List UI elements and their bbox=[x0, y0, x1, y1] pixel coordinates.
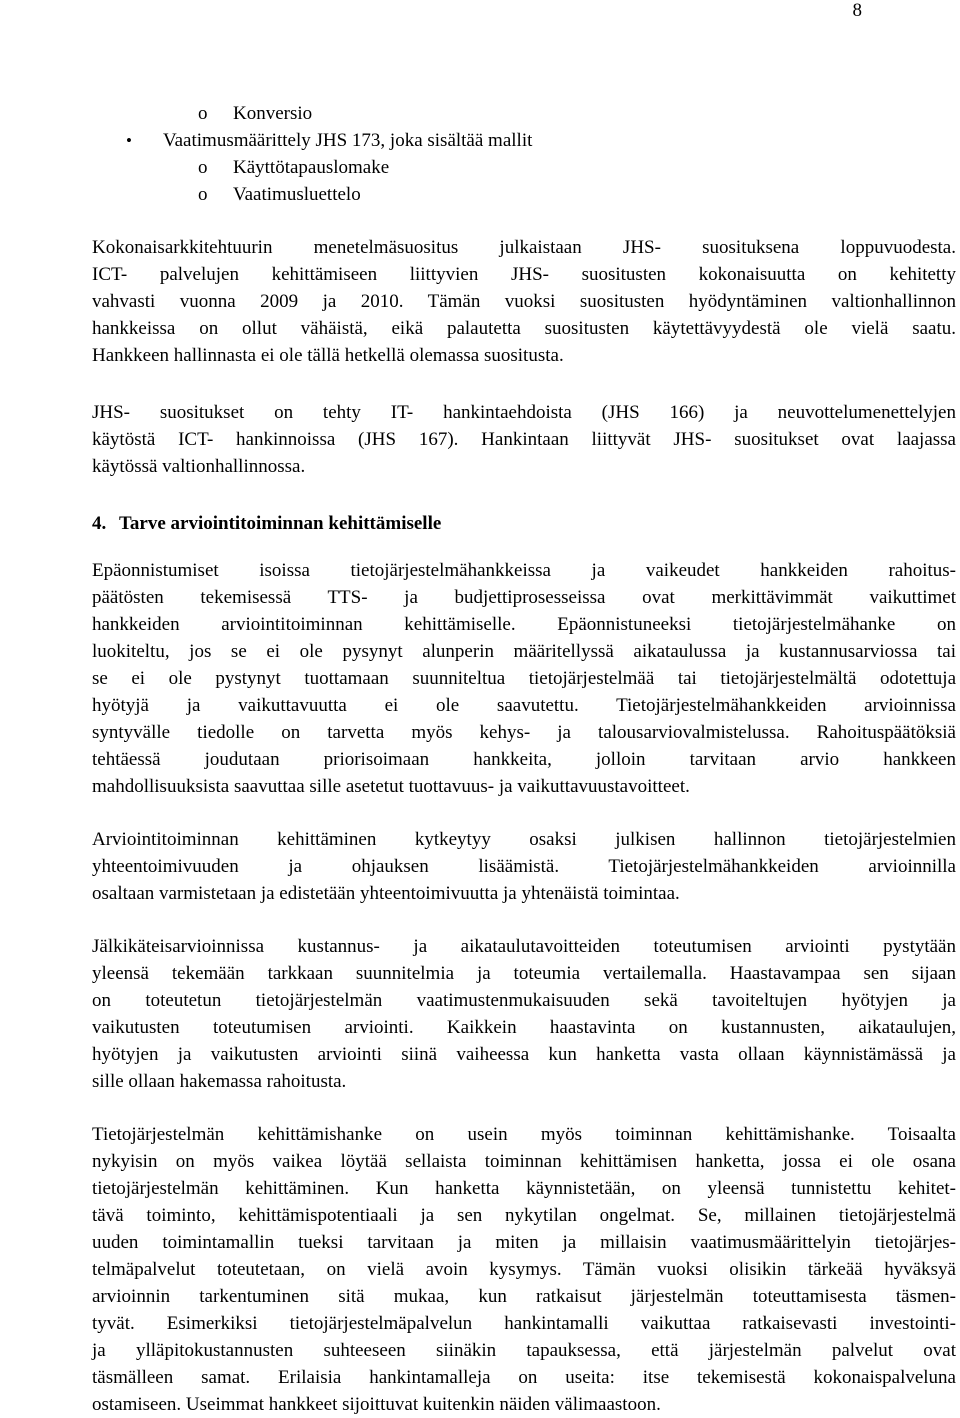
page-number: 8 bbox=[852, 0, 862, 21]
text-line: Jälkikäteisarvioinnissa kustannus- ja aikataulutavoitteiden toteutumisen arviointi pystytään bbox=[92, 936, 956, 957]
text-line: nykyisin on myös vaikea löytää sellaista toiminnan kehittämisen hanketta, jossa ei ole osana bbox=[92, 1151, 956, 1172]
text-line: tietojärjestelmän kehittäminen. Kun hanketta käynnistetään, on yleensä tunnistettu kehitet- bbox=[92, 1178, 956, 1199]
text-line: ja ylläpitokustannusten suhteeseen siinäkin tapauksessa, että järjestelmän palvelut ovat bbox=[92, 1340, 956, 1361]
list-marker-circle: o bbox=[198, 157, 208, 178]
list-item bbox=[0, 154, 960, 181]
section-number: 4. bbox=[92, 513, 107, 534]
text-line: vahvasti vuonna 2009 ja 2010. Tämän vuoksi suositusten hyödyntäminen valtionhallinnon bbox=[92, 291, 956, 312]
paragraph-failures bbox=[92, 557, 956, 800]
paragraph-interoperability bbox=[92, 826, 956, 907]
list-item bbox=[0, 127, 960, 154]
text-line: tyvät. Esimerkiksi tietojärjestelmäpalvelun hankintamalli vaikuttaa ratkaisevasti investointi- bbox=[92, 1313, 956, 1334]
text-line: telmäpalvelut toteutetaan, on vielä avoin kysymys. Tämän vuoksi olisikin tärkeää hyväksyä bbox=[92, 1259, 956, 1280]
text-line: ICT- palvelujen kehittämiseen liittyvien JHS- suositusten kokonaisuutta on kehitetty bbox=[92, 264, 956, 285]
text-line: hyötyjen ja vaikutusten arviointi siinä vaiheessa kun hanketta vasta ollaan käynnistämässä ja bbox=[92, 1044, 956, 1065]
text-line: Hankkeen hallinnasta ei ole tällä hetkellä olemassa suositusta. bbox=[92, 345, 564, 366]
text-line: JHS- suositukset on tehty IT- hankintaehdoista (JHS 166) ja neuvottelumenettelyjen bbox=[92, 402, 956, 423]
text-line: on toteutetun tietojärjestelmän vaatimustenmukaisuuden sekä tavoiteltujen hyötyjen ja bbox=[92, 990, 956, 1011]
section-title: Tarve arviointitoiminnan kehittämiselle bbox=[119, 513, 442, 534]
paragraph-development-project bbox=[92, 1121, 956, 1418]
list-marker-bullet: • bbox=[126, 131, 132, 150]
text-line: sille ollaan hakemassa rahoitusta. bbox=[92, 1071, 347, 1092]
text-line: Epäonnistumiset isoissa tietojärjestelmähankkeissa ja vaikeudet hankkeiden rahoitus- bbox=[92, 560, 956, 581]
text-line: tävä toiminto, kehittämispotentiaali ja sen nykytilan ongelmat. Se, millainen tietojärjestelmä bbox=[92, 1205, 956, 1226]
text-line: osaltaan varmistetaan ja edistetään yhteentoimivuutta ja yhtenäistä toimintaa. bbox=[92, 883, 680, 904]
text-line: hyötyjä ja vaikuttavuutta ei ole saavutettu. Tietojärjestelmähankkeiden arvioinnissa bbox=[92, 695, 956, 716]
text-line: uuden toimintamallin tueksi tarvitaan ja miten ja millaisin vaatimusmäärittelyin tietojärjes- bbox=[92, 1232, 956, 1253]
paragraph-jhs-recommendations bbox=[92, 399, 956, 480]
text-line: hankkeiden arviointitoiminnan kehittämiselle. Epäonnistuneeksi tietojärjestelmähanke on bbox=[92, 614, 956, 635]
text-line: ostamiseen. Useimmat hankkeet sijoittuvat kuitenkin näiden välimaastoon. bbox=[92, 1394, 661, 1415]
top-list bbox=[0, 100, 960, 208]
list-item-text: Konversio bbox=[233, 103, 313, 124]
text-line: se ei ole pystynyt tuottamaan suunniteltua tietojärjestelmää tai tietojärjestelmältä odotettuja bbox=[92, 668, 956, 689]
list-item-text: Käyttötapauslomake bbox=[233, 157, 390, 178]
text-line: käytöstä ICT- hankinnoissa (JHS 167). Hankintaan liittyvät JHS- suositukset ovat laajassa bbox=[92, 429, 956, 450]
list-marker-circle: o bbox=[198, 103, 208, 124]
text-line: Tietojärjestelmän kehittämishanke on usein myös toiminnan kehittämishanke. Toisaalta bbox=[92, 1124, 956, 1145]
list-marker-circle: o bbox=[198, 184, 208, 205]
text-line: täsmälleen samat. Erilaisia hankintamalleja on useita: itse tekemisestä kokonaispalveluna bbox=[92, 1367, 956, 1388]
text-line: Kokonaisarkkitehtuurin menetelmäsuositus julkaistaan JHS- suosituksena loppuvuodesta. bbox=[92, 237, 956, 258]
list-item-text: Vaatimusluettelo bbox=[233, 184, 361, 205]
list-item bbox=[0, 100, 960, 127]
text-line: yhteentoimivuuden ja ohjauksen lisäämistä. Tietojärjestelmähankkeiden arvioinnilla bbox=[92, 856, 956, 877]
list-item-text: Vaatimusmäärittely JHS 173, joka sisältää mallit bbox=[163, 130, 533, 151]
text-line: arvioinnin tarkentuminen sitä mukaa, kun ratkaisut järjestelmän toteuttamisesta täsmen- bbox=[92, 1286, 956, 1307]
text-line: vaikutusten toteutumisen arviointi. Kaikkein haastavinta on kustannusten, aikataulujen, bbox=[92, 1017, 956, 1038]
text-line: syntyvälle tiedolle on tarvetta myös kehys- ja talousarviovalmistelussa. Rahoituspäätöksiä bbox=[92, 722, 956, 743]
text-line: käytössä valtionhallinnossa. bbox=[92, 456, 306, 477]
text-line: tehtäessä joudutaan priorisoimaan hankkeita, jolloin tarvitaan arvio hankkeen bbox=[92, 749, 956, 770]
section-heading bbox=[92, 510, 441, 537]
text-line: hankkeissa on ollut vähäistä, eikä palautetta suositusten käytettävyydestä ole vielä saatu. bbox=[92, 318, 956, 339]
text-line: Arviointitoiminnan kehittäminen kytkeytyy osaksi julkisen hallinnon tietojärjestelmien bbox=[92, 829, 956, 850]
text-line: yleensä tekemään tarkkaan suunnitelmia ja toteumia vertailemalla. Haastavampaa sen sijaan bbox=[92, 963, 956, 984]
paragraph-ex-post-evaluation bbox=[92, 933, 956, 1095]
text-line: päätösten tekemisessä TTS- ja budjettiprosesseissa ovat merkittävimmät vaikuttimet bbox=[92, 587, 956, 608]
text-line: luokiteltu, jos se ei ole pysynyt alunperin määritellyssä aikataulussa ja kustannusarviossa tai bbox=[92, 641, 956, 662]
list-item bbox=[0, 181, 960, 208]
text-line: mahdollisuuksista saavuttaa sille asetetut tuottavuus- ja vaikuttavuustavoitteet. bbox=[92, 776, 690, 797]
paragraph-architecture bbox=[92, 234, 956, 369]
